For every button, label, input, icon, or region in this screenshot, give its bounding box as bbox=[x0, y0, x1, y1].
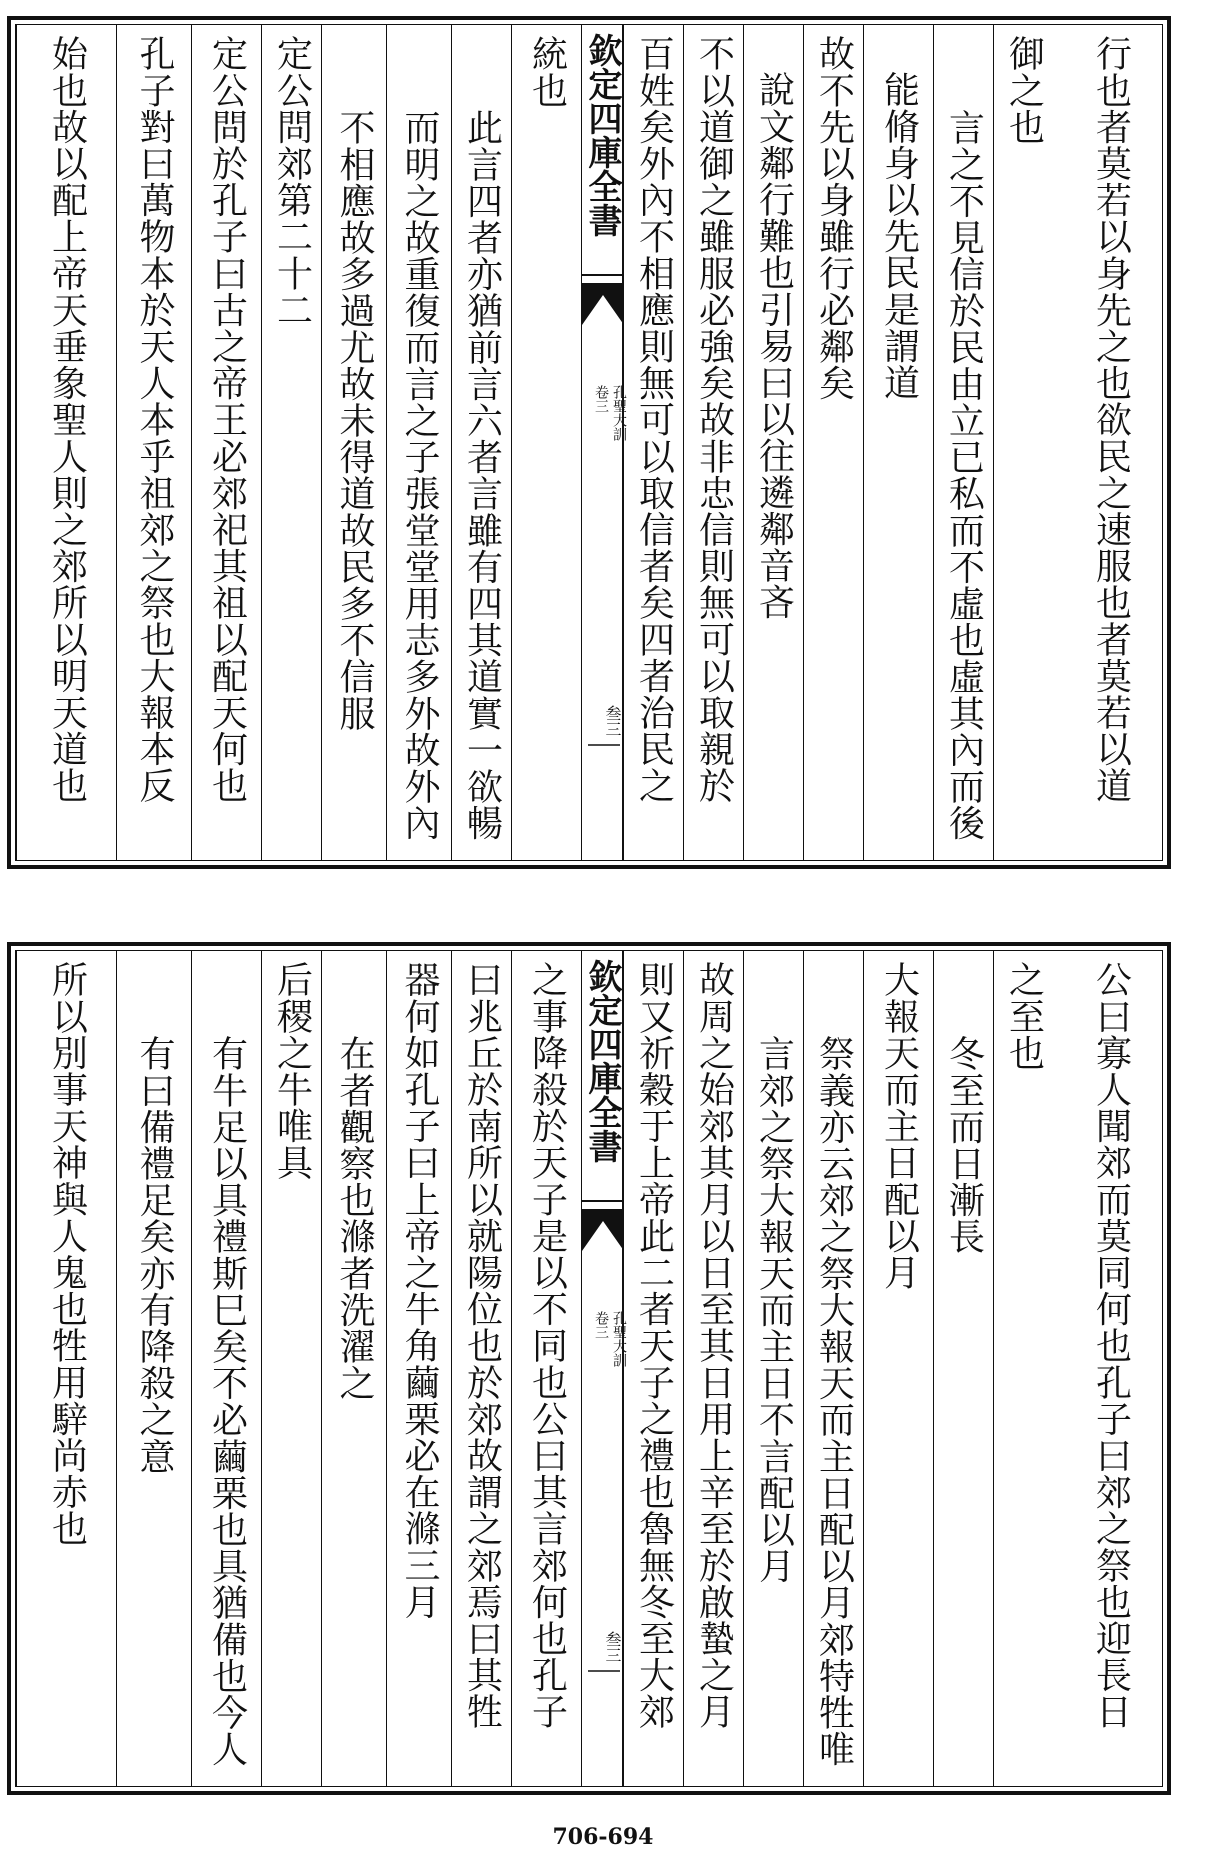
text-column bbox=[993, 951, 1053, 1786]
column-text: 故不先以身雖行必鄰矣 bbox=[813, 35, 855, 401]
column-text: 始也故以配上帝天垂象聖人則之郊所以明天道也 bbox=[46, 35, 88, 804]
column-text: 此言四者亦猶前言六者言雖有四其道實一欲暢 bbox=[461, 109, 503, 841]
column-text: 之事降殺於天子是以不同也公曰其言郊何也孔子 bbox=[526, 961, 568, 1730]
column-text: 御之也 bbox=[1003, 35, 1045, 145]
text-column bbox=[683, 951, 743, 1786]
column-text: 統也 bbox=[526, 35, 568, 109]
column-text: 不以道御之雖服必強矣故非忠信則無可以取親於 bbox=[693, 35, 735, 804]
column-text: 后稷之牛唯具 bbox=[271, 961, 313, 1181]
column-text: 所以別事天神與人鬼也牲用騂尚赤也 bbox=[46, 961, 88, 1547]
page-lower bbox=[7, 942, 1171, 1795]
text-column bbox=[191, 25, 261, 860]
text-column bbox=[863, 951, 933, 1786]
fish-tail-mark-icon bbox=[582, 25, 627, 870]
text-column bbox=[16, 25, 116, 860]
text-column bbox=[261, 25, 321, 860]
text-column bbox=[993, 25, 1053, 860]
column-text: 說文鄰行難也引易曰以往遴鄰音吝 bbox=[753, 71, 795, 620]
text-column bbox=[1053, 25, 1168, 860]
page-fold bbox=[581, 951, 627, 1786]
fold-volume: 卷三 bbox=[593, 1311, 609, 1339]
text-column bbox=[1053, 951, 1168, 1786]
text-column bbox=[933, 25, 993, 860]
column-text: 之至也 bbox=[1003, 961, 1045, 1071]
column-text: 言之不見信於民由立已私而不虛也虛其內而後 bbox=[943, 109, 985, 841]
column-text: 冬至而日漸長 bbox=[943, 1035, 985, 1255]
column-text: 行也者莫若以身先之也欲民之速服也者莫若以道 bbox=[1090, 35, 1132, 804]
page-upper-frame bbox=[15, 24, 1163, 861]
column-text: 器何如孔子曰上帝之牛角繭栗必在滌三月 bbox=[399, 961, 440, 1620]
column-text: 曰兆丘於南所以就陽位也於郊故謂之郊焉曰其牲 bbox=[461, 961, 503, 1730]
text-column bbox=[191, 951, 261, 1786]
fold-page-number: 叁三 bbox=[603, 705, 622, 737]
column-text: 在者觀察也滌者洗濯之 bbox=[334, 1035, 375, 1401]
column-text: 則又祈穀于上帝此二者天子之禮也魯無冬至大郊 bbox=[633, 961, 675, 1730]
column-text: 孔子對曰萬物本於天人本乎祖郊之祭也大報本反 bbox=[134, 35, 175, 804]
column-text: 能脩身以先民是謂道 bbox=[878, 71, 920, 401]
text-column bbox=[803, 25, 863, 860]
text-column bbox=[16, 951, 116, 1786]
column-text: 大報天而主日配以月 bbox=[878, 961, 920, 1291]
column-text: 有牛足以具禮斯巳矣不必繭栗也具猶備也今人 bbox=[206, 1035, 248, 1767]
column-text: 定公問於孔子曰古之帝王必郊祀其祖以配天何也 bbox=[206, 35, 248, 804]
footer-page-id: 706-694 bbox=[552, 1824, 654, 1850]
column-text: 不相應故多過尤故未得道故民多不信服 bbox=[334, 109, 375, 732]
column-text: 而明之故重復而言之子張堂堂用志多外故外內 bbox=[399, 109, 440, 841]
fold-work-title: 孔聖大訓 bbox=[611, 1311, 627, 1367]
text-column bbox=[386, 951, 451, 1786]
text-column bbox=[743, 25, 803, 860]
text-column bbox=[116, 25, 191, 860]
text-column bbox=[623, 25, 683, 860]
column-text: 百姓矣外內不相應則無可以取信者矣四者治民之 bbox=[633, 35, 675, 804]
text-column bbox=[511, 25, 581, 860]
column-text: 公曰寡人聞郊而莫同何也孔子曰郊之祭也迎長日 bbox=[1090, 961, 1132, 1730]
fold-volume: 卷三 bbox=[593, 385, 609, 413]
text-column bbox=[261, 951, 321, 1786]
fold-work-title: 孔聖大訓 bbox=[611, 385, 627, 441]
fish-tail-mark-icon bbox=[582, 951, 627, 1796]
text-column bbox=[116, 951, 191, 1786]
text-column bbox=[321, 25, 386, 860]
text-column bbox=[451, 951, 511, 1786]
page-fold bbox=[581, 25, 627, 860]
column-text: 言郊之祭大報天而主日不言配以月 bbox=[753, 1035, 795, 1584]
fold-title: 欽定四庫全書 bbox=[582, 33, 622, 237]
text-column bbox=[863, 25, 933, 860]
text-column bbox=[683, 25, 743, 860]
text-column bbox=[743, 951, 803, 1786]
text-column bbox=[623, 951, 683, 1786]
text-column bbox=[321, 951, 386, 1786]
fold-title: 欽定四庫全書 bbox=[582, 959, 622, 1163]
text-column bbox=[386, 25, 451, 860]
page-lower-frame bbox=[15, 950, 1163, 1787]
text-column bbox=[933, 951, 993, 1786]
text-column bbox=[803, 951, 863, 1786]
text-column bbox=[451, 25, 511, 860]
text-column bbox=[511, 951, 581, 1786]
column-text: 故周之始郊其月以日至其日用上辛至於啟蟄之月 bbox=[693, 961, 735, 1730]
page-upper bbox=[7, 16, 1171, 869]
column-text: 有曰備禮足矣亦有降殺之意 bbox=[134, 1035, 175, 1475]
column-text: 祭義亦云郊之祭大報天而主日配以月郊特牲唯 bbox=[813, 1035, 855, 1767]
column-text: 定公問郊第二十二 bbox=[271, 35, 313, 328]
fold-page-number: 叁三 bbox=[603, 1631, 622, 1663]
